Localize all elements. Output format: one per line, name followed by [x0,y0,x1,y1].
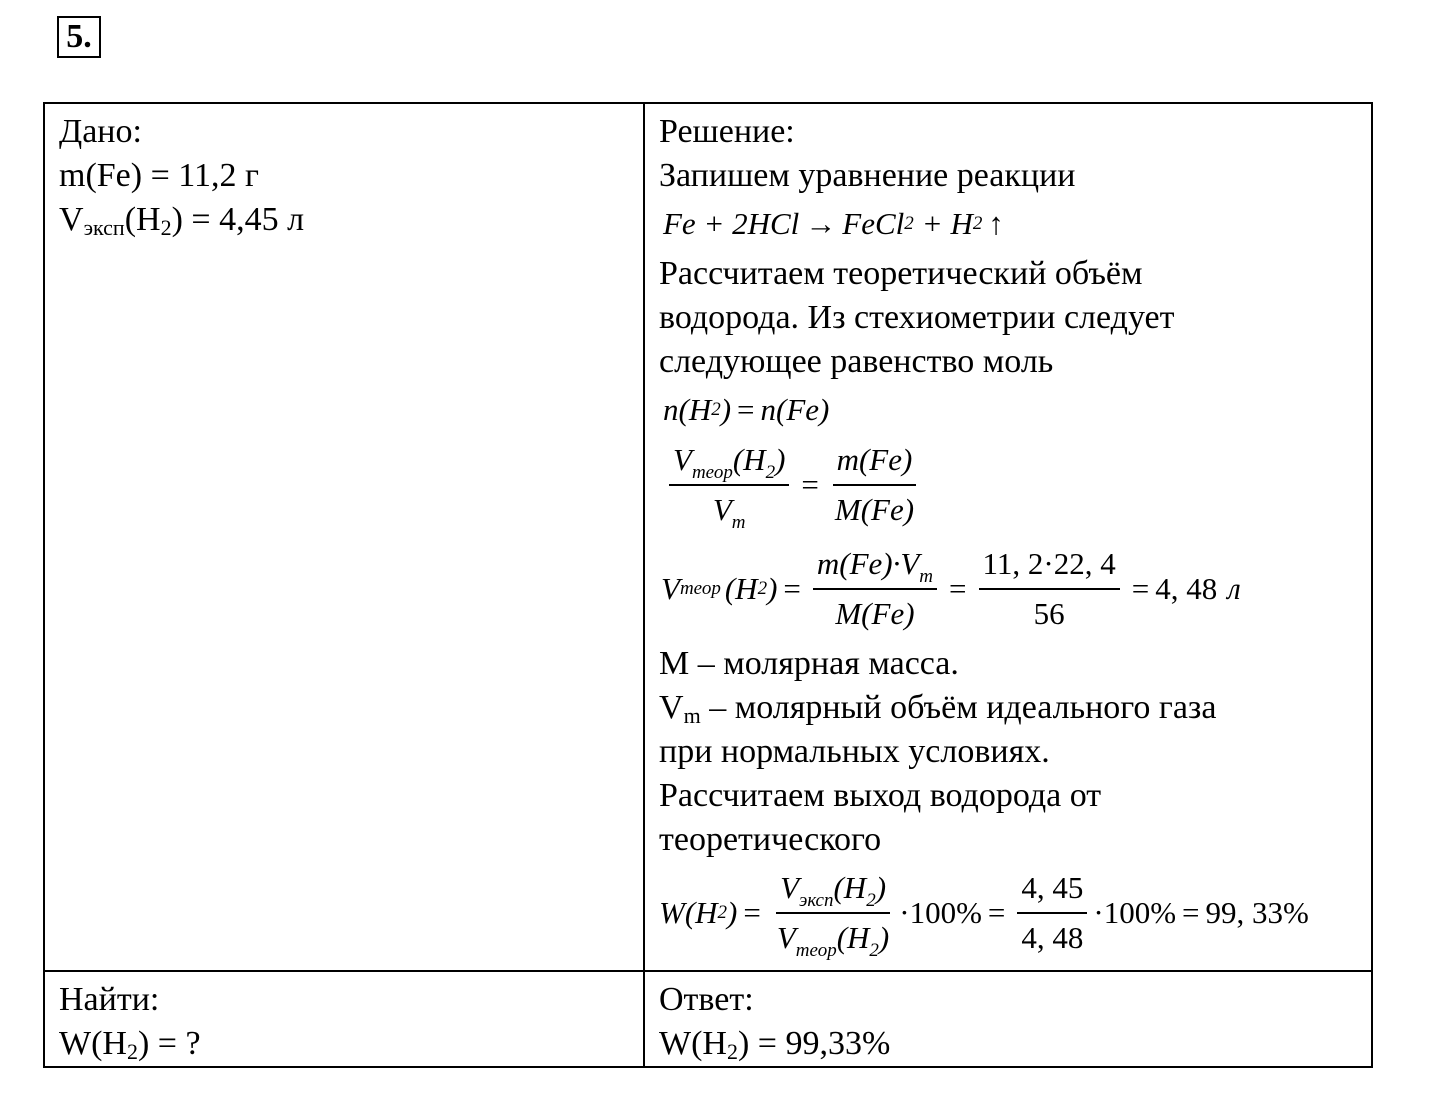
given-volume-symbol: V [59,201,84,238]
solution-text-5: теоретического [659,821,882,858]
mole-left: n(H [663,392,712,427]
yield-fraction-2 [1017,868,1087,958]
calc-num1-sub: m [919,566,934,587]
yield-w: W(H [659,895,718,930]
ratio-close: ) [775,442,786,477]
given-volume-sub2: 2 [160,215,172,240]
given-volume-exp [59,198,629,242]
solution-intro: Запишем уравнение реакции [659,157,1076,194]
reaction-arrow: → [805,206,837,241]
note-vm: V [659,689,684,726]
answer-cell [644,971,1372,1067]
reaction-equation: Fe + 2HCl → FeCl 2 + H 2 ↑ [663,202,1357,246]
note-vm-text: – молярный объём идеального газа [700,689,1217,726]
answer-w-sub: 2 [726,1039,738,1064]
yield-vtheor-h-sub: 2 [869,940,879,961]
solution-text-1: Рассчитаем теоретический объём [659,255,1143,292]
answer-heading: Ответ: [659,981,754,1018]
find-w-rest: ) = ? [137,1025,201,1062]
ratio-right-fraction [831,440,918,530]
yield-fraction-1-numerator [776,868,890,914]
ratio-right-numerator: m(Fe) [833,440,917,486]
solution-cell [644,103,1372,971]
find-expression [59,1022,629,1066]
find-w: W(H [59,1025,127,1062]
ratio-left-denominator [709,486,750,533]
ratio-right-denominator: M(Fe) [834,492,915,527]
volume-ratio-equation [663,440,1357,533]
reaction-lhs: Fe + 2HCl [663,206,800,241]
task-table [43,102,1373,1068]
find-heading: Найти: [59,981,160,1018]
given-volume-value: ) = 4,45 л [171,201,305,238]
ratio-h: (H [732,442,766,477]
calc-eq2: = [949,571,967,606]
solution-text-3: следующее равенство моль [659,343,1054,380]
calc-fraction-1-numerator [813,544,937,590]
yield-equation: W(H 2 ) = $\frac{V_{эксп}(H_2)}{V_{теор}(H_2)}$ ·100% = $\frac{4, 45}{4, 48}$ ·100% = 99, 33% [659,870,1309,961]
ratio-left-fraction [669,440,789,533]
calc-fraction-1 [813,544,937,634]
given-volume-sub: эксп [83,215,125,240]
mole-eq: = [737,392,755,427]
calc-eq3: = [1131,571,1150,606]
yield-vtheor-h: (H [836,920,870,955]
calc-h: (H [724,571,758,606]
gas-arrow-icon: ↑ [988,206,1004,241]
answer-expression [659,1022,1357,1066]
calc-fraction-2 [979,544,1120,634]
yield-vtheor: V [776,920,796,955]
calc-fraction-2-denominator: 56 [1033,596,1065,631]
reaction-fecl: FeCl [842,206,905,241]
problem-number: 5. [57,16,101,58]
answer-w: W(H [659,1025,727,1062]
mole-right: n(Fe) [760,392,830,427]
yield-vexp-sub: эксп [799,890,834,911]
answer-w-rest: ) = 99,33% [737,1025,891,1062]
given-mass-fe: m(Fe) = 11,2 г [59,157,259,194]
ratio-vm: V [712,492,732,527]
yield-result: 99, 33% [1205,895,1309,930]
calc-num1: m(Fe)·V [816,546,920,581]
yield-mult1: ·100% [899,895,982,930]
yield-eq3: = [1182,895,1200,930]
yield-vexp-close: ) [875,870,887,905]
calc-result: 4, 48 [1155,571,1218,606]
find-w-sub: 2 [126,1039,138,1064]
calc-eq1: = [783,571,801,606]
mole-equality: n(H 2 ) = n(Fe) [663,388,1357,432]
solution-text-4: Рассчитаем выход водорода от [659,777,1102,814]
solution-heading: Решение: [659,113,795,150]
mole-left-close: ) [720,392,732,427]
note-vm-sub: m [683,703,701,728]
ratio-h-sub: 2 [765,462,776,483]
yield-vtheor-sub: теор [795,940,837,961]
calc-fraction-1-denominator: M(Fe) [835,596,915,631]
yield-eq2: = [987,895,1006,930]
solution-text-2: водорода. Из стехиометрии следует [659,299,1175,336]
given-cell [44,103,644,971]
theoretical-volume-equation: V теор (H 2 ) = $\frac{m(Fe)\cdot V_m}{M(Fe)}$ = $\frac{11, 2\cdot 22, 4}{56}$ = 4, 48 л [661,544,1357,634]
calc-v: V [661,571,680,606]
yield-mult2: ·100% [1093,895,1177,930]
note-molar-volume [659,686,1357,730]
yield-vexp-h: (H [833,870,867,905]
yield-vtheor-close: ) [878,920,890,955]
yield-eq1: = [743,895,761,930]
yield-fraction-2-denominator: 4, 48 [1021,920,1084,955]
find-cell [44,971,644,1067]
yield-fraction-1 [773,868,893,961]
given-heading: Дано: [59,113,142,150]
calc-close: ) [767,571,778,606]
yield-fraction-2-numerator: 4, 45 [1017,868,1087,914]
yield-w-close: ) [727,895,738,930]
yield-vexp-h-sub: 2 [866,890,876,911]
note-molar-mass: M – молярная масса. [659,645,959,682]
ratio-eq: = [801,467,819,502]
reaction-h: + H [921,206,973,241]
given-volume-mid: (H [124,201,161,238]
yield-fraction-1-denominator [773,914,893,961]
ratio-left-numerator [669,440,789,486]
note-normal-conditions: при нормальных условиях. [659,733,1050,770]
calc-unit: л [1227,571,1241,606]
ratio-vm-sub: m [731,512,746,533]
ratio-v: V [673,442,692,477]
calc-fraction-2-numerator: 11, 2·22, 4 [979,544,1120,590]
yield-vexp: V [780,870,799,905]
ratio-v-sub: теор [691,462,733,483]
